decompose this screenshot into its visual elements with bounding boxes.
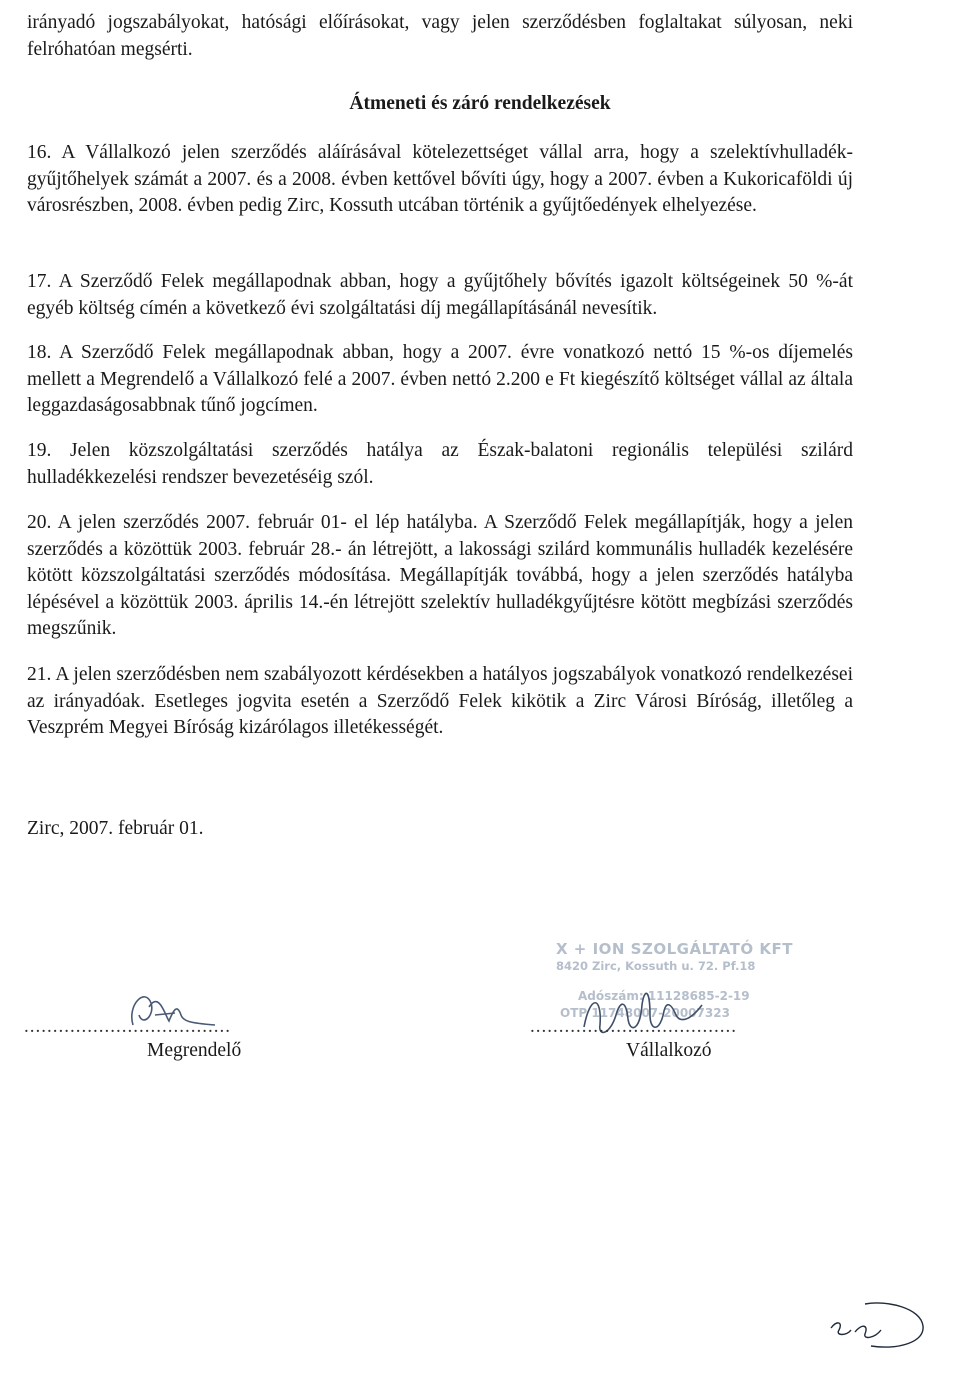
section-heading: Átmeneti és záró rendelkezések — [349, 93, 611, 114]
initials-mark — [825, 1298, 935, 1358]
contractor-label: Vállalkozó — [626, 1040, 712, 1061]
contractor-signature-line: .................................... — [530, 1016, 737, 1037]
paragraph-20: 20. A jelen szerződés 2007. február 01- el lép hatályba. A Szerződő Felek megállapítják, hogy a jelen szerződés a közöttük 2003. február 28.- án létrejött, a lakossági szilárd kommunális hulladék kezelésére kötött közszolgáltatási szerződés módosítása. Megállapítják továbbá, hogy a jelen szerződés hatályba lépésével a közöttük 2003. április 14.-én létrejött szelektív hulladékgyűjtésre kötött megbízási szerződés megszűnik. — [27, 512, 853, 639]
date-line: Zirc, 2007. február 01. — [27, 818, 204, 839]
paragraph-18: 18. A Szerződő Felek megállapodnak abban, hogy a 2007. évre vonatkozó nettó 15 %-os díjemelés mellett a Megrendelő a Vállalkozó felé a 2007. évben nettó 2.200 e Ft kiegészítő költséget vállal az általa leggazdaságosabbnak tűnő jogcímen. — [27, 342, 853, 416]
intro-paragraph: irányadó jogszabályokat, hatósági előírásokat, vagy jelen szerződésben foglaltakat súlyosan, neki felróhatóan megsérti. — [27, 12, 853, 60]
stamp-company-name: X + ION SZOLGÁLTATÓ KFT — [556, 940, 793, 958]
stamp-address: 8420 Zirc, Kossuth u. 72. Pf.18 — [556, 959, 756, 973]
client-signature-line: .................................... — [24, 1016, 231, 1037]
stamp-bank-account: OTP 11748007-20007323 — [560, 1006, 730, 1020]
stamp-tax-number: Adószám: 11128685-2-19 — [578, 989, 750, 1003]
paragraph-17: 17. A Szerződő Felek megállapodnak abban, hogy a gyűjtőhely bővítés igazolt költségeinek 50 %-át egyéb költség címén a következő évi szolgáltatási díj megállapításánál nevesítik. — [27, 271, 853, 319]
paragraph-21: 21. A jelen szerződésben nem szabályozott kérdésekben a hatályos jogszabályok vonatkozó rendelkezései az irányadóak. Esetleges jogvita esetén a Szerződő Felek kikötik a Zirc Városi Bíróság, illetőleg a Veszprém Megyei Bíróság kizárólagos illetékességét. — [27, 664, 853, 738]
paragraph-16: 16. A Vállalkozó jelen szerződés aláírásával kötelezettséget vállal arra, hogy a szelektívhulladék-gyűjtőhelyek számát a 2007. és a 2008. évben kettővel bővíti úgy, hogy a 2007. évben a Kukoricaföldi új városrészben, 2008. évben pedig Zirc, Kossuth utcában történik a gyűjtőedények elhelyezése. — [27, 142, 853, 216]
paragraph-19: 19. Jelen közszolgáltatási szerződés hatálya az Észak-balatoni regionális települési szilárd hulladékkezelési rendszer bevezetéséig szól. — [27, 440, 853, 488]
client-label: Megrendelő — [147, 1040, 242, 1061]
